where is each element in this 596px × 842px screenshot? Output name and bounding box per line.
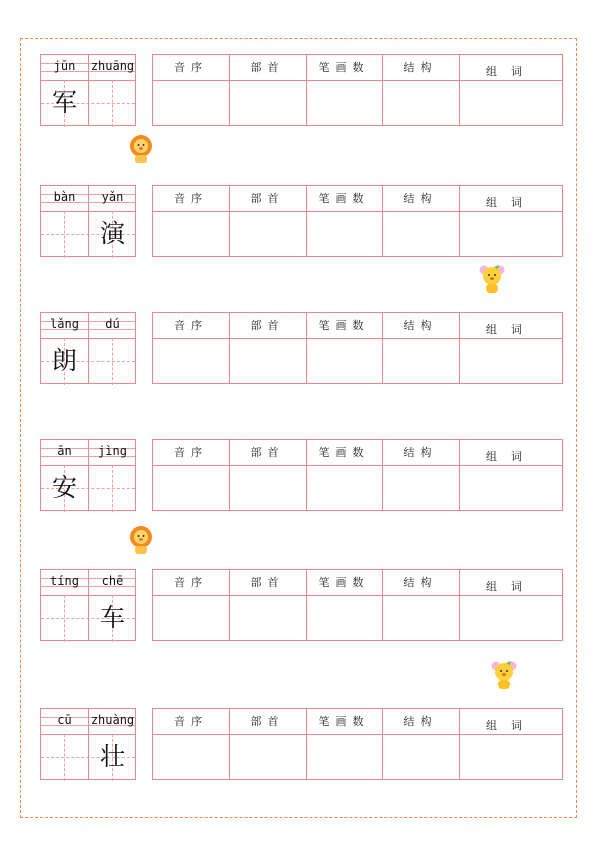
character-analysis-table xyxy=(152,312,563,384)
table-header-cell: 音序 xyxy=(174,576,208,589)
table-header-cell: 组词 xyxy=(486,719,536,732)
character-row xyxy=(0,439,596,513)
answer-cell[interactable] xyxy=(382,735,459,780)
table-header-cell: 音序 xyxy=(174,319,208,332)
pinyin-label: yǎn xyxy=(101,190,124,204)
answer-cell[interactable] xyxy=(229,212,306,257)
answer-cell[interactable] xyxy=(153,466,229,511)
pinyin-label: bàn xyxy=(53,190,76,204)
pinyin-label: zhuāng xyxy=(90,59,135,73)
table-header-cell: 部首 xyxy=(250,576,285,589)
table-header-cell: 部首 xyxy=(250,61,285,74)
character-row xyxy=(0,708,596,782)
table-header-cell: 音序 xyxy=(174,446,208,459)
character-row xyxy=(0,54,596,128)
pinyin-label: tíng xyxy=(50,574,79,588)
writing-grid xyxy=(40,185,136,257)
table-header-cell: 结构 xyxy=(403,319,438,332)
character-analysis-table xyxy=(152,708,563,780)
answer-cell[interactable] xyxy=(459,81,563,126)
table-header-cell: 组词 xyxy=(486,580,536,593)
answer-cell[interactable] xyxy=(306,735,382,780)
pinyin-label: chē xyxy=(101,574,124,588)
writing-grid xyxy=(40,569,136,641)
answer-cell[interactable] xyxy=(306,81,382,126)
pinyin-label: jūn xyxy=(53,59,76,73)
answer-cell[interactable] xyxy=(382,212,459,257)
answer-cell[interactable] xyxy=(382,466,459,511)
hanzi-character: 演 xyxy=(99,219,125,248)
lion-mascot-icon xyxy=(128,525,154,555)
pinyin-label: cū xyxy=(57,713,72,727)
character-row xyxy=(0,569,596,643)
table-header-cell: 结构 xyxy=(403,715,438,728)
bear-mascot-icon xyxy=(478,264,506,294)
table-header-cell: 结构 xyxy=(403,192,438,205)
answer-cell[interactable] xyxy=(306,466,382,511)
character-row xyxy=(0,185,596,259)
bear-mascot-icon xyxy=(490,660,518,690)
table-header-cell: 结构 xyxy=(403,446,438,459)
answer-cell[interactable] xyxy=(382,81,459,126)
character-analysis-table xyxy=(152,185,563,257)
answer-cell[interactable] xyxy=(459,466,563,511)
pinyin-label: ān xyxy=(57,444,72,458)
answer-cell[interactable] xyxy=(229,466,306,511)
hanzi-character: 军 xyxy=(51,88,77,117)
table-header-cell: 组词 xyxy=(486,65,536,78)
pinyin-label: lǎng xyxy=(50,317,79,331)
writing-grid xyxy=(40,54,136,126)
table-header-cell: 组词 xyxy=(486,196,536,209)
answer-cell[interactable] xyxy=(459,212,563,257)
hanzi-character: 朗 xyxy=(51,346,77,375)
table-header-cell: 部首 xyxy=(250,446,285,459)
writing-grid xyxy=(40,708,136,780)
table-header-cell: 笔画数 xyxy=(318,61,370,74)
table-header-cell: 笔画数 xyxy=(318,576,370,589)
answer-cell[interactable] xyxy=(153,596,229,641)
writing-grid xyxy=(40,439,136,511)
answer-cell[interactable] xyxy=(229,339,306,384)
answer-cell[interactable] xyxy=(229,596,306,641)
table-header-cell: 结构 xyxy=(403,576,438,589)
answer-cell[interactable] xyxy=(153,735,229,780)
answer-cell[interactable] xyxy=(459,339,563,384)
character-row xyxy=(0,312,596,386)
answer-cell[interactable] xyxy=(306,339,382,384)
pinyin-label: jìng xyxy=(98,444,127,458)
answer-cell[interactable] xyxy=(306,212,382,257)
table-header-cell: 笔画数 xyxy=(318,446,370,459)
hanzi-character: 壮 xyxy=(99,742,125,771)
table-header-cell: 笔画数 xyxy=(318,192,370,205)
table-header-cell: 结构 xyxy=(403,61,438,74)
answer-cell[interactable] xyxy=(459,596,563,641)
character-analysis-table xyxy=(152,54,563,126)
table-header-cell: 音序 xyxy=(174,61,208,74)
pinyin-label: zhuàng xyxy=(90,713,135,727)
hanzi-character: 车 xyxy=(99,603,125,632)
table-header-cell: 部首 xyxy=(250,715,285,728)
table-header-cell: 部首 xyxy=(250,192,285,205)
table-header-cell: 音序 xyxy=(174,715,208,728)
pinyin-label: dú xyxy=(105,317,120,331)
character-analysis-table xyxy=(152,439,563,511)
hanzi-character: 安 xyxy=(51,473,77,502)
page-frame xyxy=(20,38,577,818)
table-header-cell: 笔画数 xyxy=(318,319,370,332)
answer-cell[interactable] xyxy=(306,596,382,641)
character-analysis-table xyxy=(152,569,563,641)
table-header-cell: 组词 xyxy=(486,450,536,463)
answer-cell[interactable] xyxy=(382,596,459,641)
table-header-cell: 组词 xyxy=(486,323,536,336)
answer-cell[interactable] xyxy=(459,735,563,780)
lion-mascot-icon xyxy=(128,134,154,164)
answer-cell[interactable] xyxy=(153,212,229,257)
table-header-cell: 笔画数 xyxy=(318,715,370,728)
answer-cell[interactable] xyxy=(153,339,229,384)
table-header-cell: 部首 xyxy=(250,319,285,332)
table-header-cell: 音序 xyxy=(174,192,208,205)
answer-cell[interactable] xyxy=(382,339,459,384)
answer-cell[interactable] xyxy=(229,81,306,126)
writing-grid xyxy=(40,312,136,384)
answer-cell[interactable] xyxy=(229,735,306,780)
answer-cell[interactable] xyxy=(153,81,229,126)
